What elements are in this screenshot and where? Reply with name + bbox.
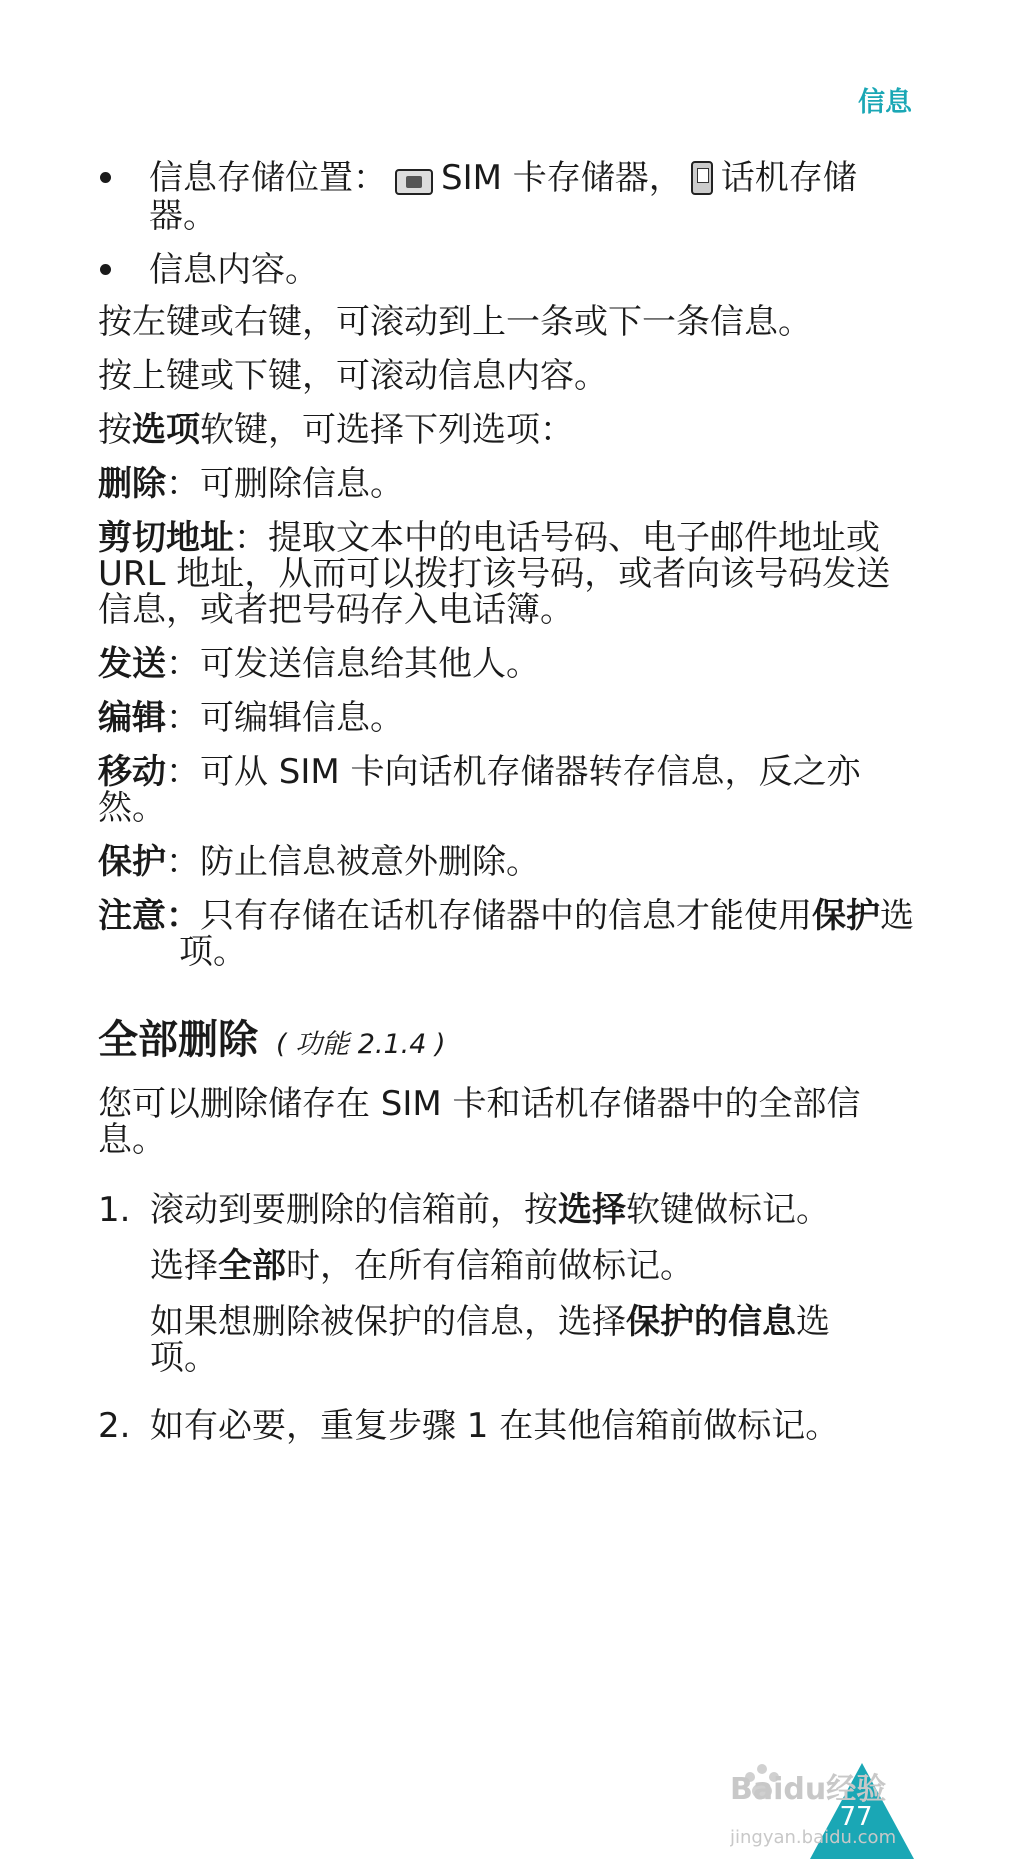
section-function-code: ( 功能 2.1.4 ) (276, 1029, 446, 1060)
option-protect: 保护：防止信息被意外删除。 (98, 842, 540, 882)
page-number: 77 (839, 1802, 873, 1832)
step-1-note-protected: 如果想删除被保护的信息，选择保护的信息选 (150, 1302, 830, 1342)
section-intro: 您可以删除储存在 SIM 卡和话机存储器中的全部信 (98, 1084, 861, 1124)
page-corner (730, 1755, 920, 1865)
option-move: 移动：可从 SIM 卡向话机存储器转存信息，反之亦 (98, 752, 861, 792)
section-title: 全部删除 (98, 1017, 258, 1063)
option-extract-address-line2: URL 地址，从而可以拨打该号码，或者向该号码发送 (98, 554, 891, 594)
paragraph: 按上键或下键，可滚动信息内容。 (98, 356, 608, 396)
watermark-url: jingyan.baidu.com (730, 1827, 897, 1848)
bullet-dot-icon (100, 264, 111, 275)
section-heading (98, 1017, 898, 1065)
option-move-line2: 然。 (98, 788, 166, 828)
step-2: 2. 如有必要，重复步骤 1 在其他信箱前做标记。 (98, 1406, 840, 1446)
softkey-name: 选项 (132, 410, 200, 450)
option-edit: 编辑：可编辑信息。 (98, 698, 404, 738)
step-1-note-protected-line2: 项。 (150, 1338, 218, 1378)
bullet-item (115, 158, 949, 198)
sim-card-icon (395, 169, 433, 195)
note-label: 注意： (98, 896, 200, 936)
option-delete: 删除：可删除信息。 (98, 464, 404, 504)
step-number: 1. (98, 1190, 131, 1230)
sim-label: SIM 卡存储器， (441, 158, 683, 198)
bullet-text: 信息存储位置： (149, 158, 387, 198)
option-extract-address-line3: 信息，或者把号码存入电话簿。 (98, 590, 574, 630)
bullet-continuation: 器。 (149, 196, 217, 236)
phone-label: 话机存储 (720, 158, 857, 198)
bullet-item (115, 250, 949, 290)
section-intro-line2: 息。 (98, 1120, 166, 1160)
paragraph: 按选项软键，可选择下列选项： (98, 410, 574, 450)
step-1-note-all: 选择全部时，在所有信箱前做标记。 (150, 1246, 694, 1286)
paragraph: 按左键或右键，可滚动到上一条或下一条信息。 (98, 302, 812, 342)
step-1: 1. 滚动到要删除的信箱前，按选择软键做标记。 (98, 1190, 830, 1230)
note-continuation: 项。 (179, 932, 247, 972)
step-number: 2. (98, 1406, 131, 1446)
phone-memory-icon (691, 161, 713, 195)
note: 注意：只有存储在话机存储器中的信息才能使用保护选 (98, 896, 914, 936)
bullet-text: 信息内容。 (149, 250, 319, 290)
watermark-brand: Baidu经验 (730, 1772, 887, 1807)
option-send: 发送：可发送信息给其他人。 (98, 644, 540, 684)
page-header-title: 信息 (858, 87, 912, 118)
option-extract-address: 剪切地址：提取文本中的电话号码、电子邮件地址或 (98, 518, 880, 558)
bullet-dot-icon (100, 172, 111, 183)
